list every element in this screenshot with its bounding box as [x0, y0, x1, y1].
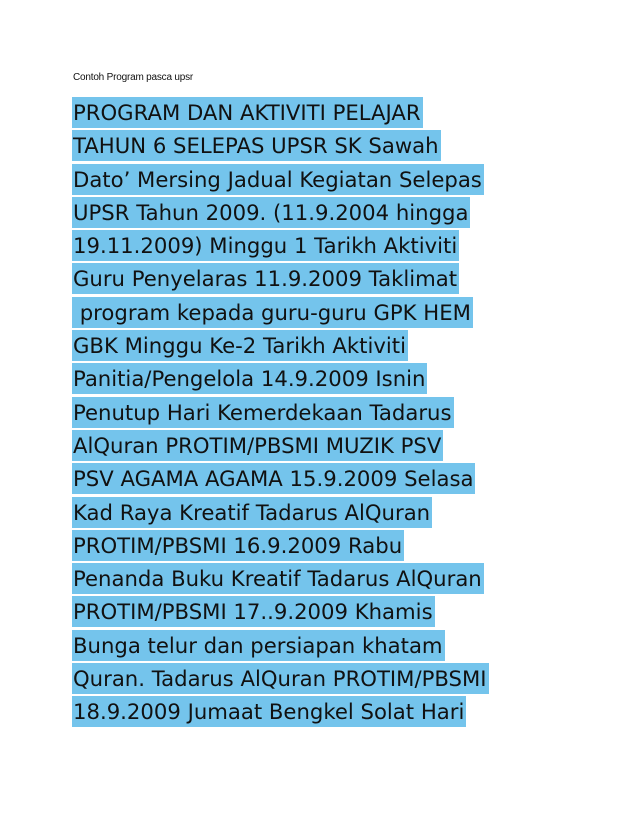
- highlighted-text: Penanda Buku Kreatif Tadarus AlQuran: [72, 563, 484, 594]
- text-line: [72, 696, 572, 729]
- highlighted-text: AlQuran PROTIM/PBSMI MUZIK PSV: [72, 430, 443, 461]
- highlighted-text: PROGRAM DAN AKTIVITI PELAJAR: [72, 97, 423, 128]
- text-line: [72, 164, 572, 197]
- text-line: [72, 596, 572, 629]
- text-line: [72, 630, 572, 663]
- text-line: [72, 330, 572, 363]
- highlighted-text: UPSR Tahun 2009. (11.9.2004 hingga: [72, 197, 470, 228]
- highlighted-text-block: [72, 97, 572, 730]
- highlighted-text: PROTIM/PBSMI 16.9.2009 Rabu: [72, 530, 404, 561]
- highlighted-text: TAHUN 6 SELEPAS UPSR SK Sawah: [72, 130, 441, 161]
- text-line: [72, 297, 572, 330]
- highlighted-text: PSV AGAMA AGAMA 15.9.2009 Selasa: [72, 463, 475, 494]
- highlighted-text: Quran. Tadarus AlQuran PROTIM/PBSMI: [72, 663, 489, 694]
- text-line: [72, 430, 572, 463]
- highlighted-text: PROTIM/PBSMI 17..9.2009 Khamis: [72, 596, 435, 627]
- text-line: [72, 530, 572, 563]
- highlighted-text: Kad Raya Kreatif Tadarus AlQuran: [72, 497, 432, 528]
- text-line: [72, 663, 572, 696]
- text-line: [72, 130, 572, 163]
- highlighted-text: Panitia/Pengelola 14.9.2009 Isnin: [72, 363, 427, 394]
- highlighted-text: Bunga telur dan persiapan khatam: [72, 630, 445, 661]
- highlighted-text: 18.9.2009 Jumaat Bengkel Solat Hari: [72, 696, 466, 727]
- highlighted-text: Dato’ Mersing Jadual Kegiatan Selepas: [72, 164, 484, 195]
- text-line: [72, 230, 572, 263]
- text-line: [72, 563, 572, 596]
- highlighted-text: Guru Penyelaras 11.9.2009 Taklimat: [72, 263, 459, 294]
- text-line: [72, 397, 572, 430]
- text-line: [72, 97, 572, 130]
- text-line: [72, 497, 572, 530]
- highlighted-text: GBK Minggu Ke-2 Tarikh Aktiviti: [72, 330, 408, 361]
- highlighted-text: 19.11.2009) Minggu 1 Tarikh Aktiviti: [72, 230, 459, 261]
- text-line: [72, 363, 572, 396]
- text-line: [72, 197, 572, 230]
- text-line: [72, 263, 572, 296]
- highlighted-text: Penutup Hari Kemerdekaan Tadarus: [72, 397, 454, 428]
- text-line: [72, 463, 572, 496]
- highlighted-text: program kepada guru-guru GPK HEM: [72, 297, 473, 328]
- document-caption: Contoh Program pasca upsr: [73, 72, 194, 83]
